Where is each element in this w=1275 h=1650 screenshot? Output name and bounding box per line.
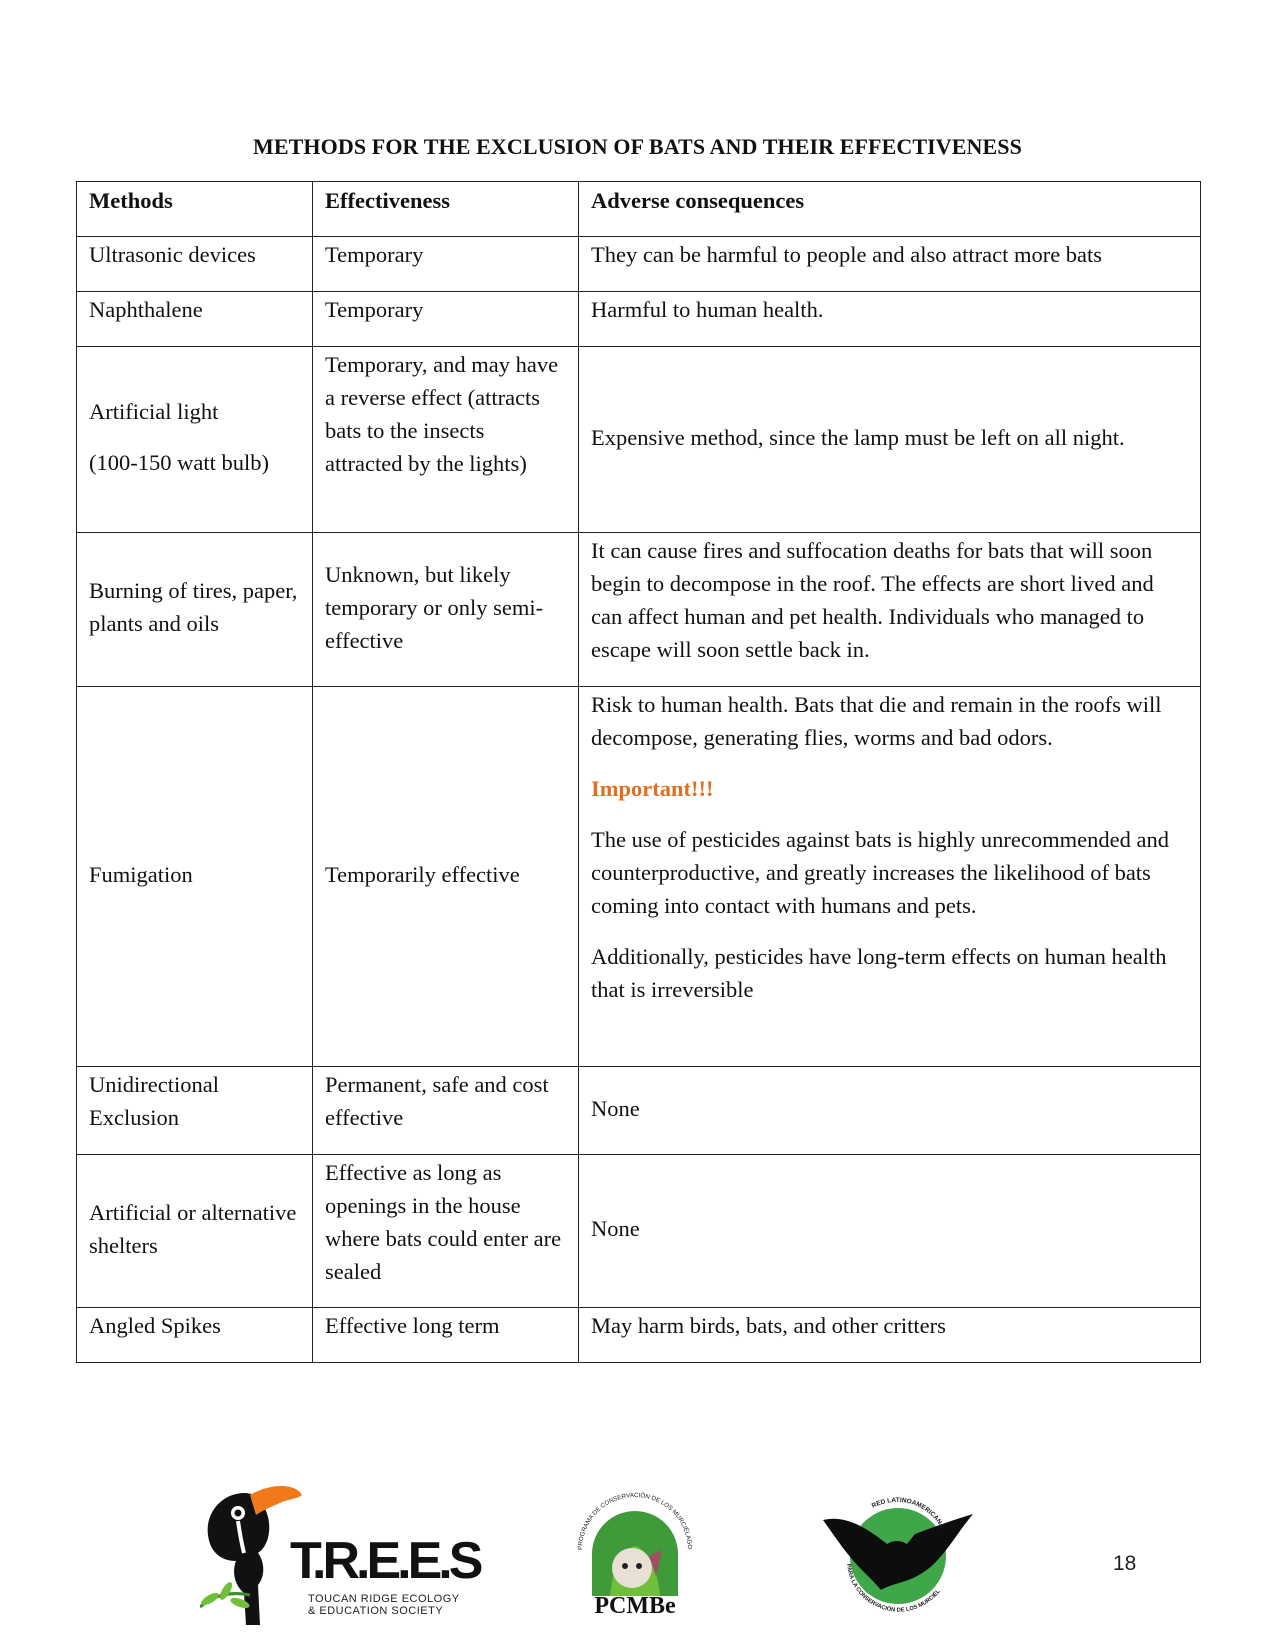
trees-logo: [200, 1475, 510, 1625]
consequences-cell: It can cause fires and suffocation deaths for bats that will soon begin to decompose in the roof. The effects are short lived and can affect human and pet health. Individuals who managed to escape will soon settle back in.: [579, 533, 1201, 687]
effectiveness-cell: Effective long term: [313, 1308, 579, 1363]
effectiveness-cell: Temporary, and may have a reverse effect (attracts bats to the insects attracted by the lights): [313, 347, 579, 533]
table-row: [77, 687, 1201, 1067]
method-cell: Artificial or alternative shelters: [77, 1155, 313, 1308]
effectiveness-cell: Permanent, safe and cost effective: [313, 1067, 579, 1155]
method-cell: Angled Spikes: [77, 1308, 313, 1363]
consequences-cell: Expensive method, since the lamp must be left on all night.: [579, 347, 1201, 533]
consequences-cell: They can be harmful to people and also attract more bats: [579, 237, 1201, 292]
method-cell: Naphthalene: [77, 292, 313, 347]
relcom-ring-bottom-text: PARA LA CONSERVACIÓN DE LOS MURCIÉL: [844, 1563, 942, 1614]
consequences-cell: None: [579, 1067, 1201, 1155]
trees-logo-text: T.R.E.E.S: [290, 1532, 480, 1590]
effectiveness-cell: Temporary: [313, 292, 579, 347]
methods-table: [76, 181, 1201, 1363]
table-row: [77, 347, 1201, 533]
table-row: [77, 292, 1201, 347]
effectiveness-cell: Temporary: [313, 237, 579, 292]
consequences-cell: May harm birds, bats, and other critters: [579, 1308, 1201, 1363]
effectiveness-cell: Effective as long as openings in the house where bats could enter are sealed: [313, 1155, 579, 1308]
table-row: [77, 1155, 1201, 1308]
method-cell: Unidirectional Exclusion: [77, 1067, 313, 1155]
table-row: [77, 237, 1201, 292]
table-header-row: [77, 182, 1201, 237]
header-adverse-consequences: Adverse consequences: [579, 182, 1201, 237]
relcom-bat-emblem-icon: [823, 1478, 973, 1628]
table-row: [77, 1308, 1201, 1363]
table-row: [77, 1067, 1201, 1155]
method-cell: Ultrasonic devices: [77, 237, 313, 292]
header-methods: Methods: [77, 182, 313, 237]
consequences-cell: Harmful to human health.: [579, 292, 1201, 347]
effectiveness-cell: Unknown, but likely temporary or only semi-effective: [313, 533, 579, 687]
pcmbe-logo: [570, 1480, 700, 1625]
method-cell: Burning of tires, paper, plants and oils: [77, 533, 313, 687]
relcom-ring-top-text: RED LATINOAMERICANA: [870, 1496, 946, 1530]
table-row: [77, 533, 1201, 687]
trees-subtitle-line2: & EDUCATION SOCIETY: [308, 1605, 444, 1617]
trees-subtitle-line1: TOUCAN RIDGE ECOLOGY: [308, 1593, 460, 1605]
consequences-cell: Risk to human health. Bats that die and remain in the roofs will decompose, generating flies, worms and bad odors. Important!!! The use of pesticides against bats is highly unrecommended and counterproductive, and greatly increases the likelihood of bats coming into contact with humans and pets. Additionally, pesticides have long-term effects on human health that is irreversible: [579, 687, 1201, 1067]
important-note: Important!!!: [591, 776, 714, 801]
page-number: 18: [1113, 1552, 1137, 1575]
pcmbe-ring-text: PROGRAMA DE CONSERVACIÓN DE LOS MURCIÉLAGO: [576, 1491, 694, 1551]
pcmbe-bat-emblem-icon: [570, 1480, 700, 1598]
method-cell: Fumigation: [77, 687, 313, 1067]
method-cell: Artificial light (100-150 watt bulb): [77, 347, 313, 533]
page-title: METHODS FOR THE EXCLUSION OF BATS AND THEIR EFFECTIVENESS: [253, 134, 1022, 159]
relcom-logo: [823, 1478, 973, 1628]
pcmbe-label: PCMBe: [594, 1593, 676, 1619]
header-effectiveness: Effectiveness: [313, 182, 579, 237]
effectiveness-cell: Temporarily effective: [313, 687, 579, 1067]
consequences-cell: None: [579, 1155, 1201, 1308]
